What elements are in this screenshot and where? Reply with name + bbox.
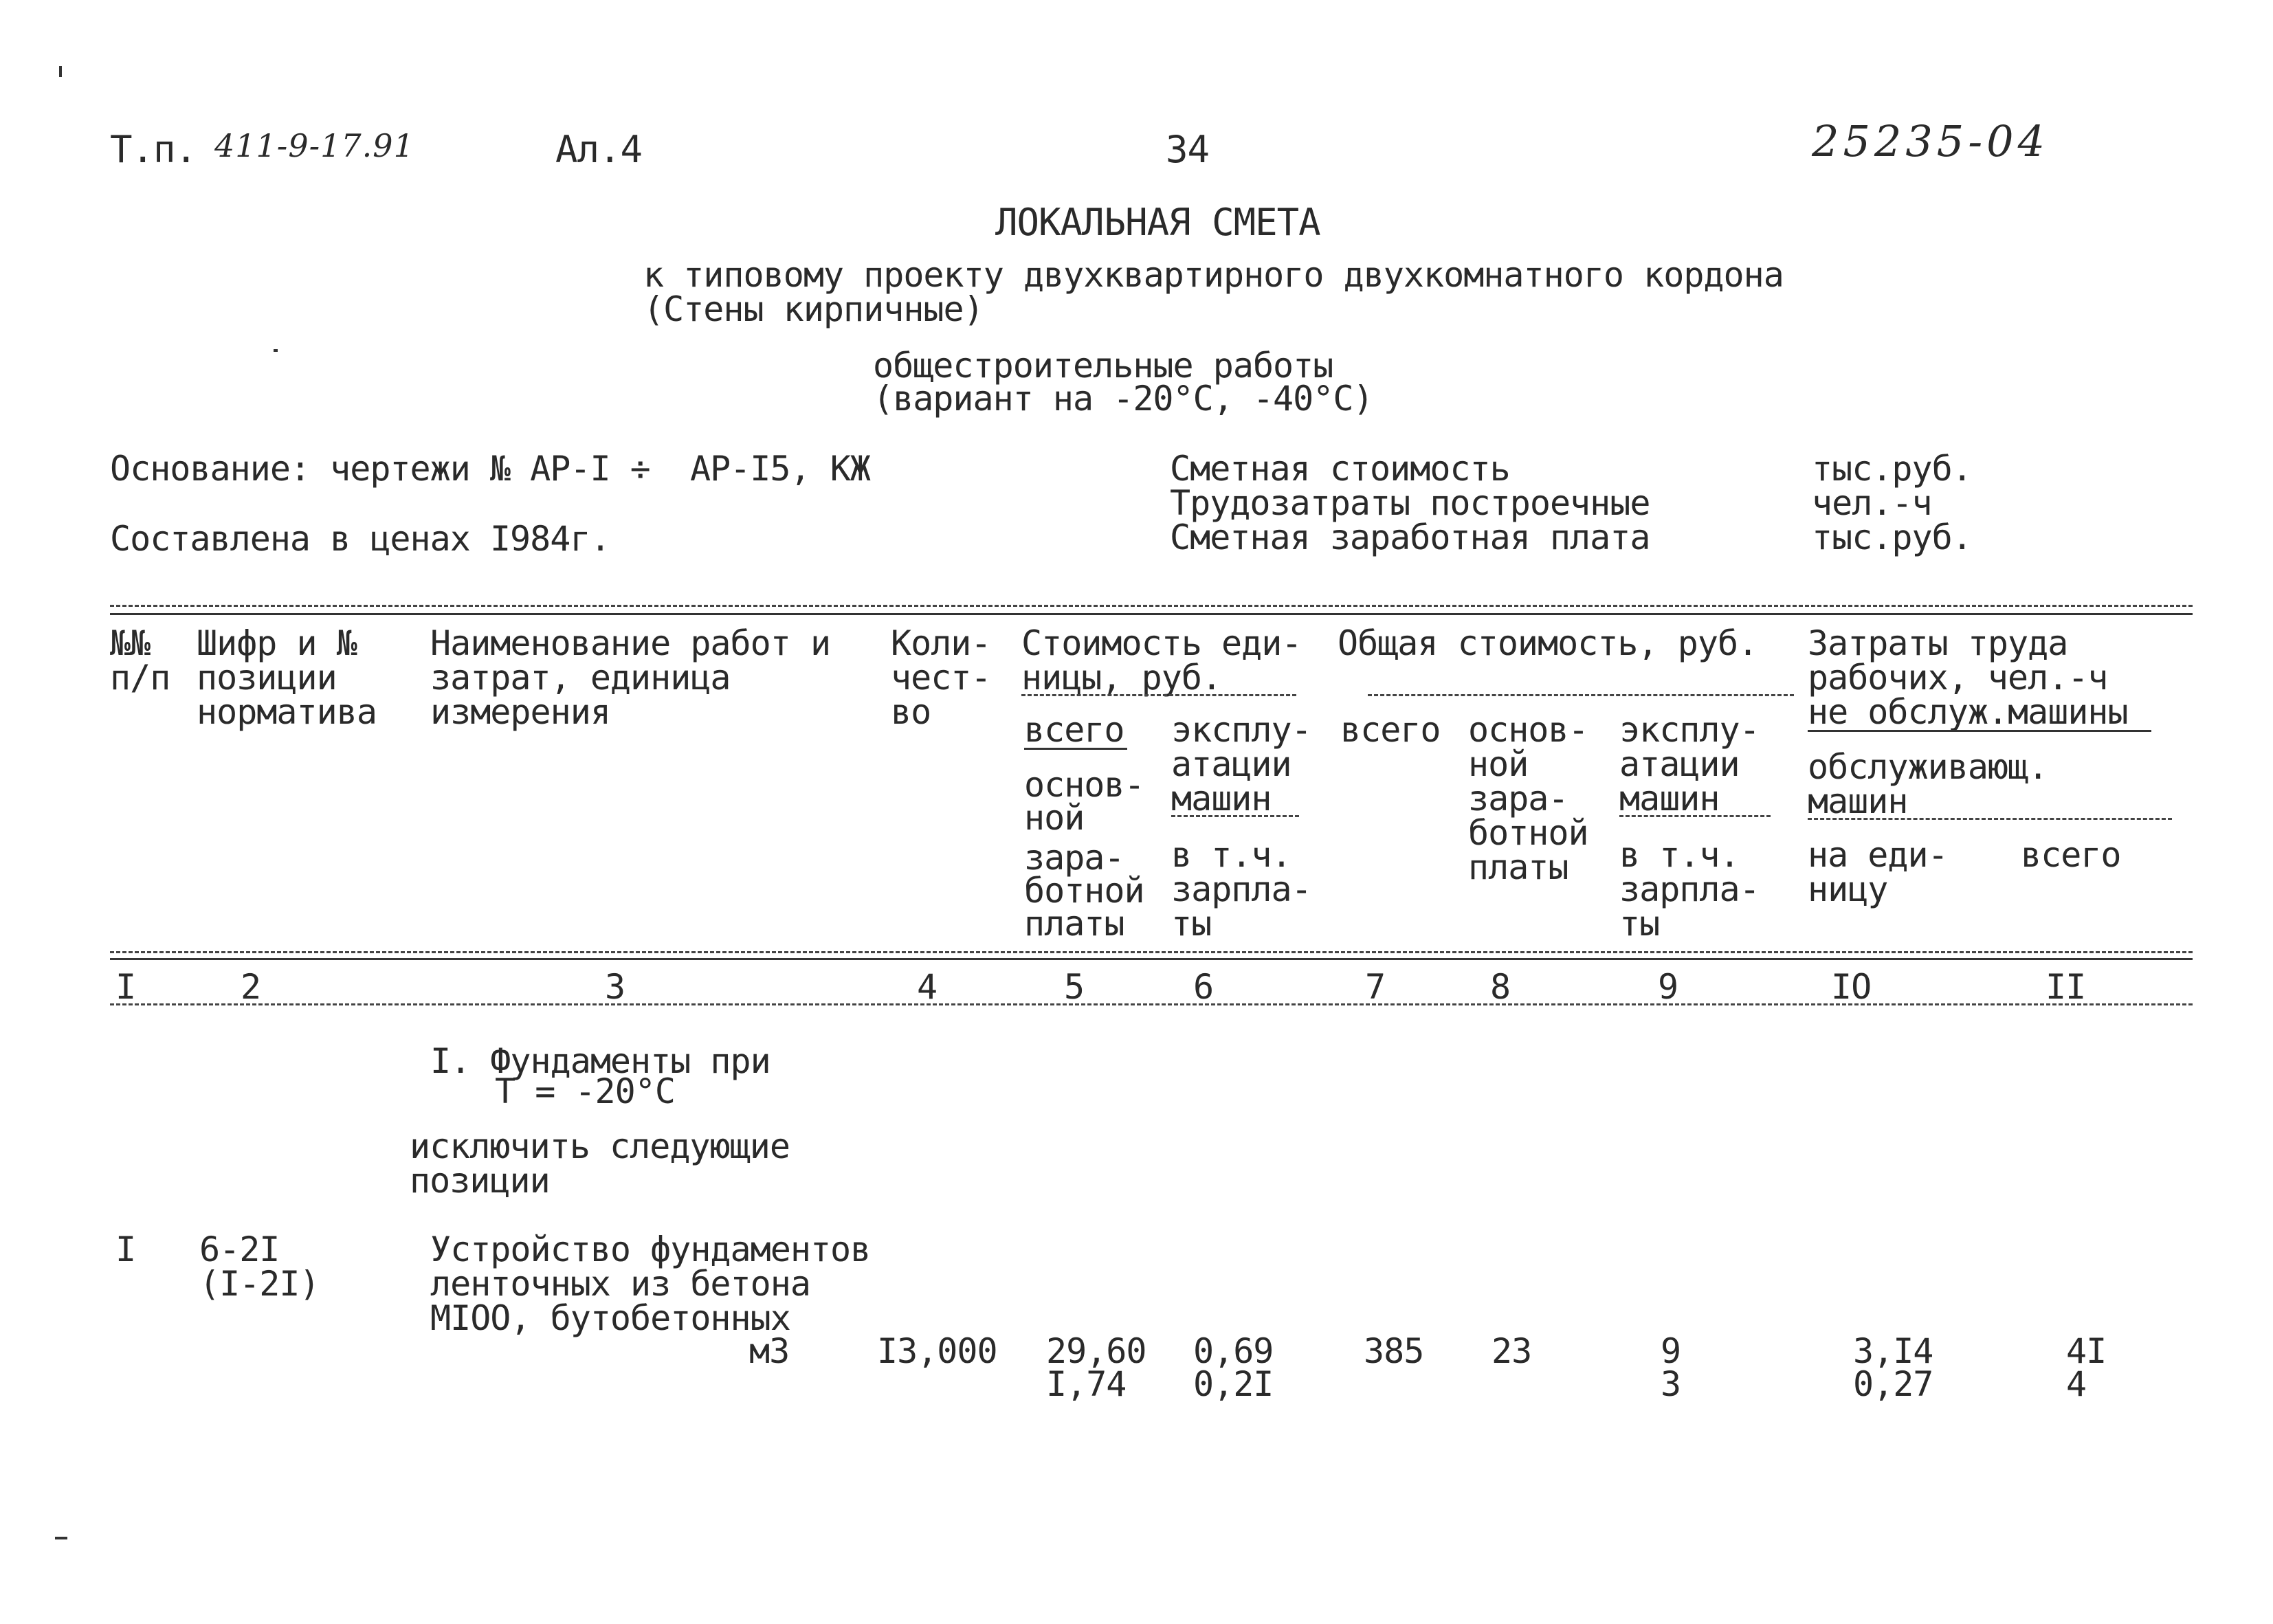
col-3-header-c: измерения xyxy=(430,692,610,732)
colnum-11: II xyxy=(2045,967,2086,1007)
col-6-header-underline xyxy=(1171,815,1299,817)
col-6-header-a: эксплу- xyxy=(1171,710,1311,750)
album-number: Ал.4 xyxy=(555,128,643,171)
col-3-header-a: Наименование работ и xyxy=(430,623,831,663)
row-c10-a: 3,I4 xyxy=(1853,1331,1933,1371)
col-10-header-a: на еди- xyxy=(1808,835,1948,875)
col-5-header-b: основ- xyxy=(1024,765,1144,805)
row-c10-b: 0,27 xyxy=(1853,1364,1933,1404)
col-56-header-b: ницы, руб. xyxy=(1021,658,1222,698)
colnum-bottom-rule xyxy=(110,1003,2193,1005)
header-bottom-rule xyxy=(110,951,2193,953)
col-9-header-e: зарпла- xyxy=(1619,869,1760,909)
section-title-b: Т = -20°С xyxy=(495,1071,675,1111)
col-1011-header-underline-1 xyxy=(1808,730,2151,732)
margin-mark-top xyxy=(59,66,62,77)
col-3-header-b: затрат, единица xyxy=(430,658,731,698)
col-2-header-c: норматива xyxy=(197,692,377,732)
row-c9-b: 3 xyxy=(1661,1364,1681,1404)
col-4-header-c: во xyxy=(891,692,931,732)
title-line-2: (Стены кирпичные) xyxy=(643,289,984,329)
col-4-header-b: чест- xyxy=(891,658,991,698)
section-note-b: позиции xyxy=(410,1161,550,1201)
col-5-header-a: всего xyxy=(1024,710,1124,750)
col-2-header-a: Шифр и № xyxy=(197,623,357,663)
row-name-c: МIОО, бутобетонных xyxy=(430,1298,790,1338)
section-note-a: исключить следующие xyxy=(410,1126,790,1166)
row-code-b: (I-2I) xyxy=(199,1264,320,1304)
col-1-header-a: №№ xyxy=(110,623,151,663)
col-6-header-c: машин xyxy=(1171,779,1272,819)
col-8-header-a: основ- xyxy=(1468,710,1588,750)
wage-unit: тыс.руб. xyxy=(1812,518,1972,557)
col-5-header-d: зара- xyxy=(1024,838,1124,878)
col-9-header-a: эксплу- xyxy=(1619,710,1760,750)
row-c5-a: 29,60 xyxy=(1046,1331,1146,1371)
colnum-2: 2 xyxy=(241,967,261,1007)
section-title-a: I. Фундаменты при xyxy=(430,1041,770,1081)
col-8-header-c: зара- xyxy=(1468,779,1568,819)
row-c7: 385 xyxy=(1364,1331,1424,1371)
margin-mark-bottom xyxy=(55,1537,67,1539)
row-c8: 23 xyxy=(1492,1331,1532,1371)
col-56-header-a: Стоимость еди- xyxy=(1021,623,1302,663)
page-number: 34 xyxy=(1166,128,1210,171)
colnum-1: I xyxy=(115,967,136,1007)
colnum-8: 8 xyxy=(1490,967,1511,1007)
col-9-header-underline xyxy=(1619,815,1771,817)
table-top-rule xyxy=(110,605,2193,607)
row-unit: м3 xyxy=(749,1331,790,1371)
row-c6-a: 0,69 xyxy=(1193,1331,1274,1371)
colnum-3: 3 xyxy=(605,967,625,1007)
tp-label: Т.п. xyxy=(110,128,197,171)
row-code-a: 6-2I xyxy=(199,1230,280,1269)
col-9-header-c: машин xyxy=(1619,779,1720,819)
col-5-header-f: платы xyxy=(1024,904,1124,944)
row-c11-a: 4I xyxy=(2066,1331,2107,1371)
col-11-header: всего xyxy=(2021,835,2121,875)
col-789-header-underline xyxy=(1368,694,1794,696)
colnum-10: IO xyxy=(1831,967,1872,1007)
col-6-header-d: в т.ч. xyxy=(1171,835,1291,875)
col-5-header-c: ной xyxy=(1024,798,1085,838)
table-top-rule-2 xyxy=(110,613,2193,615)
col-5-header-e: ботной xyxy=(1024,871,1144,911)
col-789-header: Общая стоимость, руб. xyxy=(1338,623,1758,663)
colnum-4: 4 xyxy=(917,967,938,1007)
col-1011-header-e: машин xyxy=(1808,781,1908,821)
colnum-5: 5 xyxy=(1064,967,1085,1007)
title-line-4: (вариант на -20°С, -40°С) xyxy=(873,379,1373,419)
col-1011-header-underline-2 xyxy=(1808,818,2172,820)
colnum-7: 7 xyxy=(1365,967,1386,1007)
title-line-3: общестроительные работы xyxy=(873,346,1333,386)
col-56-header-underline xyxy=(1021,694,1296,696)
row-name-a: Устройство фундаментов xyxy=(430,1230,871,1269)
col-6-header-e: зарпла- xyxy=(1171,869,1311,909)
col-6-header-b: атации xyxy=(1171,744,1291,784)
labor-unit: чел.-ч xyxy=(1812,483,1932,523)
col-5-header-underline xyxy=(1024,748,1127,750)
col-9-header-d: в т.ч. xyxy=(1619,835,1740,875)
header-bottom-rule-2 xyxy=(110,958,2193,960)
col-6-header-f: ты xyxy=(1171,904,1212,944)
col-1011-header-b: рабочих, чел.-ч xyxy=(1808,658,2108,698)
sheet-code: 25235-04 xyxy=(1812,116,2050,166)
col-2-header-b: позиции xyxy=(197,658,337,698)
row-c9-a: 9 xyxy=(1661,1331,1681,1371)
row-c11-b: 4 xyxy=(2066,1364,2087,1404)
cost-label: Сметная стоимость xyxy=(1170,449,1510,489)
osnovanie: Основание: чертежи № АР-I ÷ АР-I5, КЖ xyxy=(110,449,870,489)
row-name-b: ленточных из бетона xyxy=(430,1264,810,1304)
col-9-header-b: атации xyxy=(1619,744,1740,784)
col-1011-header-c: не обслуж.машины xyxy=(1808,692,2128,732)
colnum-6: 6 xyxy=(1193,967,1214,1007)
row-num: I xyxy=(115,1230,136,1269)
title-line-1: к типовому проекту двухквартирного двухкомнатного кордона xyxy=(643,255,1784,295)
col-9-header-f: ты xyxy=(1619,904,1660,944)
col-1-header-b: п/п xyxy=(110,658,170,698)
sostavlena: Составлена в ценах I984г. xyxy=(110,519,610,559)
cost-unit: тыс.руб. xyxy=(1812,449,1972,489)
wage-label: Сметная заработная плата xyxy=(1170,518,1650,557)
col-7-header: всего xyxy=(1340,710,1441,750)
col-1011-header-a: Затраты труда xyxy=(1808,623,2068,663)
col-1011-header-d: обслуживающ. xyxy=(1808,747,2048,787)
col-8-header-e: платы xyxy=(1468,847,1568,887)
col-4-header-a: Коли- xyxy=(891,623,991,663)
row-c5-b: I,74 xyxy=(1046,1364,1127,1404)
col-8-header-b: ной xyxy=(1468,744,1529,784)
tp-number: 411-9-17.91 xyxy=(214,127,414,164)
col-8-header-d: ботной xyxy=(1468,813,1588,853)
speck xyxy=(274,349,278,352)
colnum-9: 9 xyxy=(1658,967,1678,1007)
document-title: ЛОКАЛЬНАЯ СМЕТА xyxy=(995,201,1320,244)
col-10-header-b: ницу xyxy=(1808,869,1888,909)
row-qty: I3,000 xyxy=(877,1331,997,1371)
row-c6-b: 0,2I xyxy=(1193,1364,1274,1404)
labor-label: Трудозатраты построечные xyxy=(1170,483,1650,523)
